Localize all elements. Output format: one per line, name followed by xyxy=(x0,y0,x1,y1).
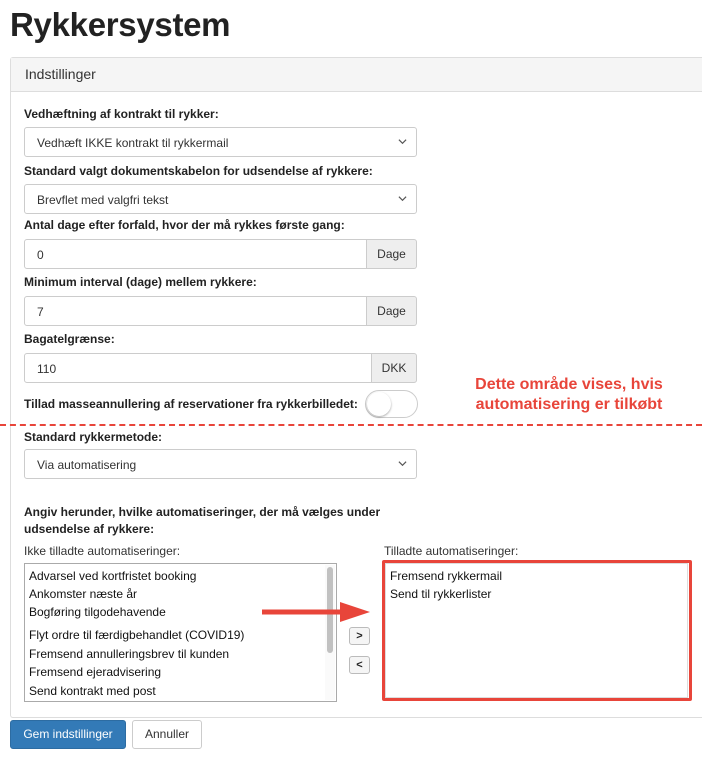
document-template-value: Brevflet med valgfri tekst xyxy=(37,193,169,207)
annotation-line-1: Dette område vises, hvis xyxy=(475,376,663,393)
move-left-button[interactable]: < xyxy=(349,656,370,674)
list-item[interactable]: Fremsend ejeradvisering xyxy=(29,665,162,679)
contract-attachment-value: Vedhæft IKKE kontrakt til rykkermail xyxy=(37,136,229,150)
page-title: Rykkersystem xyxy=(10,6,231,43)
chevron-down-icon xyxy=(398,137,407,146)
list-item[interactable]: Send til rykkerlister xyxy=(390,587,492,601)
automations-instruction-1: Angiv herunder, hvilke automatiseringer, der må vælges under xyxy=(24,505,381,519)
annotation-line-2: automatisering er tilkøbt xyxy=(475,396,663,413)
currency-addon: DKK xyxy=(372,353,417,383)
chevron-down-icon xyxy=(398,459,407,468)
panel-title: Indstillinger xyxy=(25,66,96,82)
days-after-due-input[interactable] xyxy=(24,239,367,269)
panel-header xyxy=(11,58,702,92)
list-item[interactable]: Fremsend annulleringsbrev til kunden xyxy=(29,647,230,661)
highlight-box xyxy=(382,560,692,701)
default-method-value: Via automatisering xyxy=(37,458,137,472)
not-allowed-label: Ikke tilladte automatiseringer: xyxy=(24,544,181,558)
chevron-down-icon xyxy=(398,194,407,203)
trivial-limit-label: Bagatelgrænse: xyxy=(24,332,115,346)
min-interval-label: Minimum interval (dage) mellem rykkere: xyxy=(24,275,257,289)
trivial-limit-input[interactable] xyxy=(24,353,372,383)
mass-cancel-label: Tillad masseannullering af reservationer fra rykkerbilledet: xyxy=(24,397,358,411)
default-method-label: Standard rykkermetode: xyxy=(24,430,163,444)
days-after-due-value: 0 xyxy=(37,248,44,262)
min-interval-input[interactable] xyxy=(24,296,367,326)
not-allowed-listbox[interactable] xyxy=(24,563,337,702)
document-template-select[interactable] xyxy=(24,184,417,214)
arrow-right-icon xyxy=(262,601,372,623)
days-unit-addon: Dage xyxy=(367,239,417,269)
days-after-due-label: Antal dage efter forfald, hvor der må rykkes første gang: xyxy=(24,218,345,232)
document-template-label: Standard valgt dokumentskabelon for udsendelse af rykkere: xyxy=(24,164,373,178)
default-method-select[interactable] xyxy=(24,449,417,479)
move-right-button[interactable]: > xyxy=(349,627,370,645)
mass-cancel-toggle[interactable] xyxy=(365,390,418,418)
toggle-knob xyxy=(367,392,391,416)
listbox-scrollbar[interactable] xyxy=(325,565,335,700)
save-button[interactable]: Gem indstillinger xyxy=(10,720,126,749)
list-item[interactable]: Flyt ordre til færdigbehandlet (COVID19) xyxy=(29,628,245,642)
cancel-button[interactable]: Annuller xyxy=(132,720,202,749)
contract-attachment-select[interactable] xyxy=(24,127,417,157)
allowed-label: Tilladte automatiseringer: xyxy=(384,544,519,558)
trivial-limit-value: 110 xyxy=(37,362,57,376)
min-interval-value: 7 xyxy=(37,305,44,319)
list-item[interactable]: Ankomster næste år xyxy=(29,587,138,601)
list-item[interactable]: Send kontrakt med post xyxy=(29,684,156,698)
annotation-divider xyxy=(0,424,702,426)
list-item[interactable]: Advarsel ved kortfristet booking xyxy=(29,569,197,583)
list-item[interactable]: Fremsend rykkermail xyxy=(390,569,503,583)
interval-unit-addon: Dage xyxy=(367,296,417,326)
list-item[interactable]: Bogføring tilgodehavende xyxy=(29,605,166,619)
automations-instruction-2: udsendelse af rykkere: xyxy=(24,522,155,536)
contract-attachment-label: Vedhæftning af kontrakt til rykker: xyxy=(24,107,219,121)
